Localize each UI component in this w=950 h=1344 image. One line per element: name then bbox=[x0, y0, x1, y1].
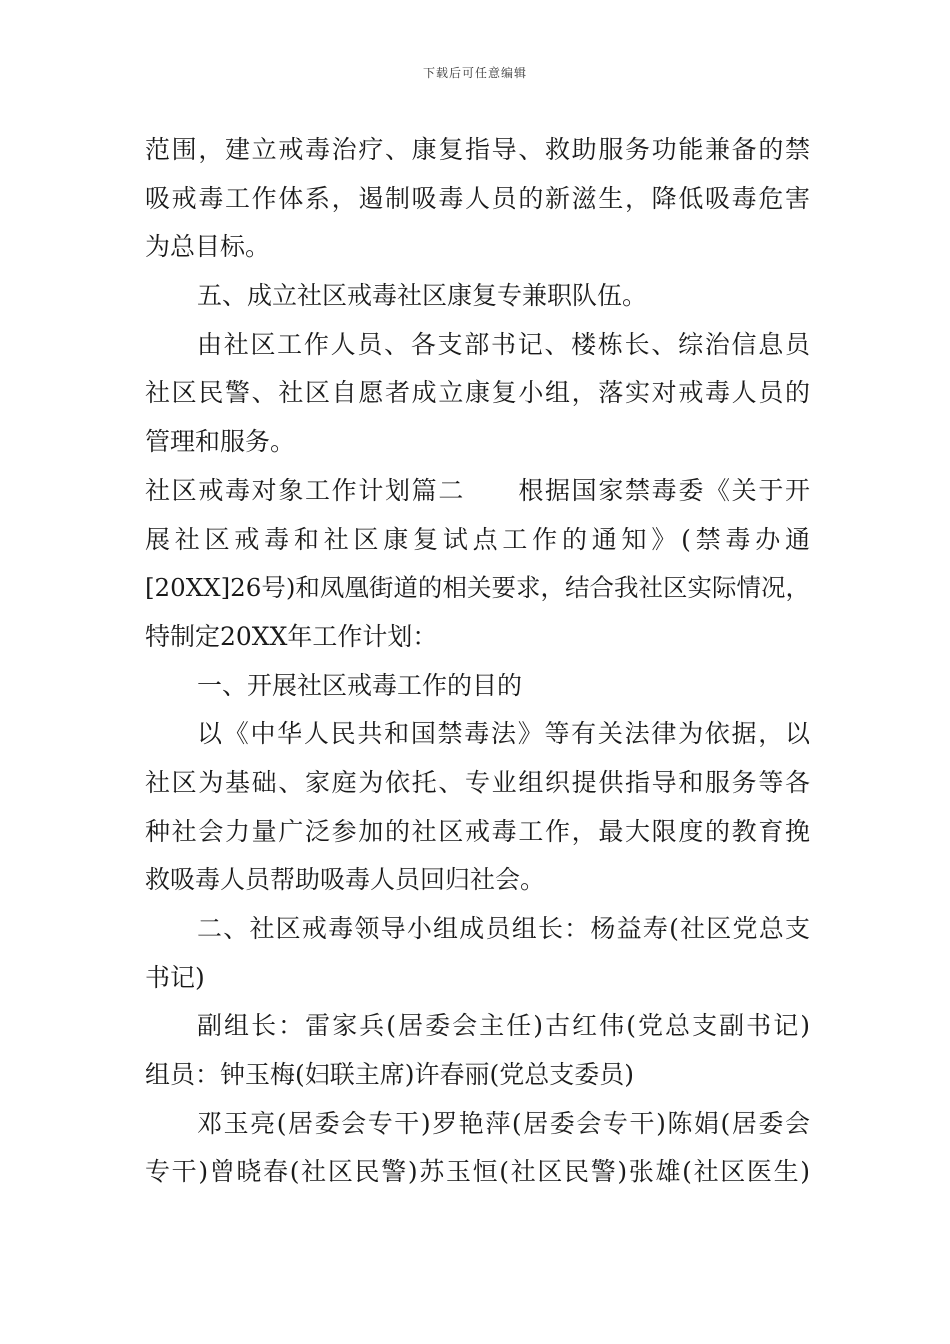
page-header: 下载后可任意编辑 bbox=[422, 66, 527, 80]
text-line: 展社区戒毒和社区康复试点工作的通知》(禁毒办通 bbox=[145, 524, 810, 554]
text-line: 社区戒毒对象工作计划篇二 根据国家禁毒委《关于开 bbox=[145, 475, 810, 505]
text-line: 吸戒毒工作体系，遏制吸毒人员的新滋生，降低吸毒危害 bbox=[145, 183, 810, 213]
section-heading: 一、开展社区戒毒工作的目的 bbox=[197, 670, 523, 700]
section-heading: 五、成立社区戒毒社区康复专兼职队伍。 bbox=[197, 281, 648, 311]
text-line: 特制定20XX年工作计划： bbox=[145, 621, 438, 651]
text-line: 专干)曾晓春(社区民警)苏玉恒(社区民警)张雄(社区医生) bbox=[145, 1157, 810, 1187]
text-line: 为总目标。 bbox=[145, 232, 271, 262]
text-line: 邓玉亮(居委会专干)罗艳萍(居委会专干)陈娟(居委会 bbox=[197, 1108, 810, 1138]
document-body bbox=[145, 126, 810, 1197]
text-line: 以《中华人民共和国禁毒法》等有关法律为依据，以 bbox=[197, 719, 810, 749]
text-line: 救吸毒人员帮助吸毒人员回归社会。 bbox=[145, 865, 546, 895]
text-line: 种社会力量广泛参加的社区戒毒工作，最大限度的教育挽 bbox=[145, 816, 810, 846]
text-line: 副组长：雷家兵(居委会主任)古红伟(党总支副书记) bbox=[197, 1011, 810, 1041]
text-line: 由社区工作人员、各支部书记、楼栋长、综治信息员 bbox=[197, 329, 810, 359]
text-line: 书记) bbox=[145, 962, 205, 992]
text-line: 范围，建立戒毒治疗、康复指导、救助服务功能兼备的禁 bbox=[145, 135, 810, 164]
section-heading: 二、社区戒毒领导小组成员组长：杨益寿(社区党总支 bbox=[197, 914, 810, 943]
text-line: 社区为基础、家庭为依托、专业组织提供指导和服务等各 bbox=[145, 767, 810, 797]
text-line: 管理和服务。 bbox=[145, 427, 296, 457]
text-line: [20XX]26号)和凤凰街道的相关要求，结合我社区实际情况， bbox=[145, 573, 810, 603]
text-line: 组员：钟玉梅(妇联主席)许春丽(党总支委员) bbox=[145, 1060, 635, 1090]
text-line: 社区民警、社区自愿者成立康复小组，落实对戒毒人员的 bbox=[145, 378, 810, 408]
